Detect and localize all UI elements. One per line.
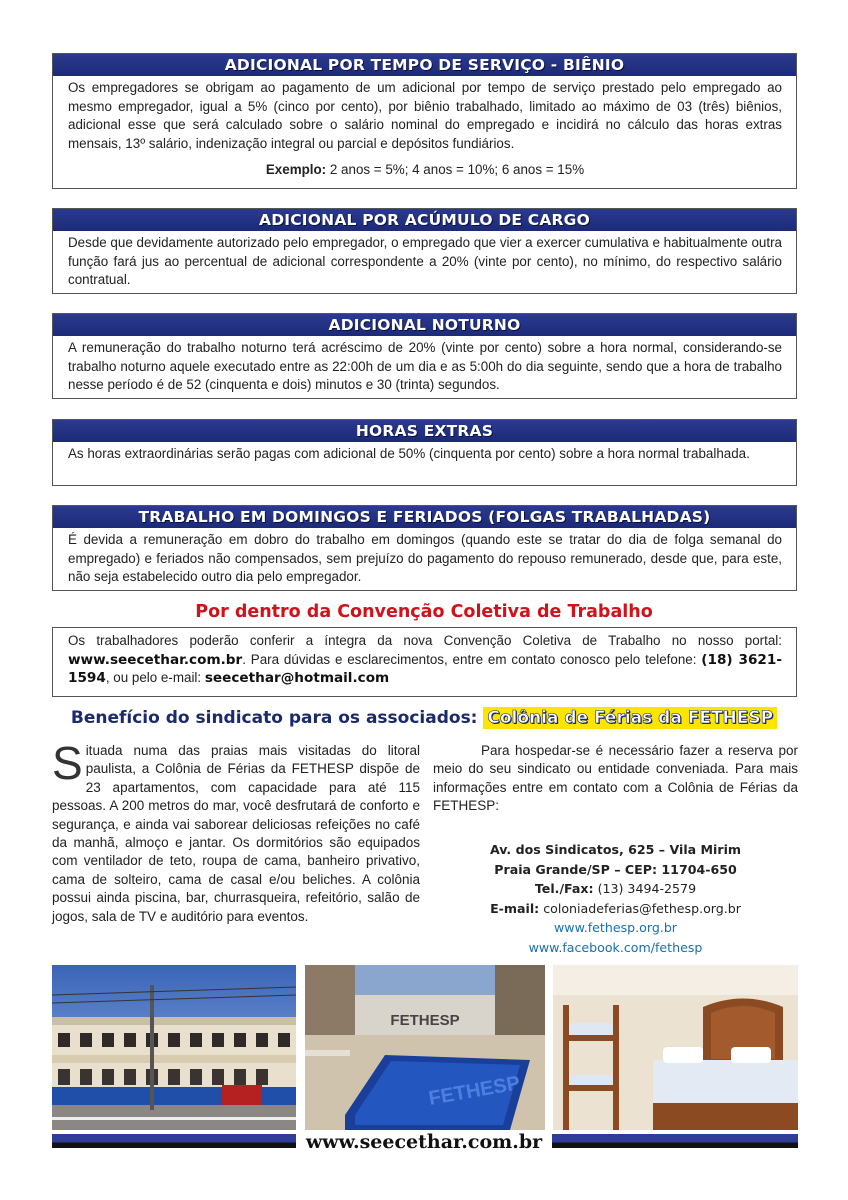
email-value[interactable]: coloniadeferias@fethesp.org.br — [539, 900, 741, 916]
beneficio-title: Benefício do sindicato para os associados: — [70, 708, 478, 728]
convencao-text — [68, 632, 782, 688]
tel-line — [433, 879, 798, 899]
footer-bar-right — [552, 1134, 798, 1148]
address-block — [433, 840, 798, 958]
section-domingos — [52, 505, 797, 591]
web-link[interactable]: www.fethesp.org.br — [554, 920, 677, 936]
example-label: Exemplo: — [265, 162, 327, 178]
footer-site[interactable]: www.seecethar.com.br — [305, 1131, 543, 1153]
photo-building — [52, 965, 296, 1130]
section-acumulo-text: Desde que devidamente autorizado pelo empregador, o empregado que vier a exercer cumulativa e habitualmente outra função fará jus ao percentual de adicional correspondente a 20% (vinte por cento), no mínimo, do respectivo salário contratual. — [68, 235, 782, 288]
section-noturno — [52, 313, 797, 399]
photo-pool — [305, 965, 545, 1130]
pool-sign-text: FETHESP — [390, 1012, 460, 1029]
pool-image — [305, 965, 545, 1130]
convencao-email-link[interactable]: seecethar@hotmail.com — [204, 670, 390, 687]
tel-value: (13) 3494-2579 — [593, 881, 697, 897]
photo-bedroom — [553, 965, 798, 1130]
beneficio-highlight: Colônia de Férias da FETHESP — [483, 707, 777, 729]
beneficio-left-column — [52, 737, 420, 926]
convencao-site-link[interactable]: www.seecethar.com.br — [68, 651, 243, 668]
example-text: 2 anos = 5%; 4 anos = 10%; 6 anos = 15% — [326, 162, 585, 178]
section-domingos-text: É devida a remuneração em dobro do trabalho em domingos (quando este se tratar do dia de folga semanal do empregado) e feriados não compensados, sem prejuízo do pagamento do repouso remunerado, desde que, para este, não seja estabelecido outro dia pelo empregador. — [68, 532, 782, 585]
footer-bar-left — [52, 1134, 296, 1148]
section-noturno-title: ADICIONAL NOTURNO — [53, 314, 796, 336]
bedroom-image — [553, 965, 798, 1130]
convencao-text2: . Para dúvidas e esclarecimentos, entre em contato conosco pelo telefone: — [242, 651, 702, 667]
section-extras — [52, 419, 797, 486]
address-line-1: Av. dos Sindicatos, 625 – Vila Mirim — [489, 842, 742, 857]
convencao-text1: Os trabalhadores poderão conferir a íntegra da nova Convenção Coletiva de Trabalho no nosso portal: — [68, 633, 782, 648]
section-convencao — [52, 627, 797, 697]
building-image — [52, 965, 296, 1130]
convencao-phone: (18) 3621-1594 — [68, 651, 782, 687]
section-acumulo — [52, 208, 797, 294]
facebook-link[interactable]: www.facebook.com/fethesp — [528, 939, 703, 955]
beneficio-left-text: ituada numa das praias mais visitadas do litoral paulista, a Colônia de Férias da FETHESP dispõe de 23 apartamentos, com capacidade para até 115 pessoas. A 200 metros do mar, você desfrutará de conforto e segurança, e ainda vai saborear deliciosas refeições no café da manhã, almoço e jantar. Os dormitórios são equipados com ventilador de teto, roupa de cama, banheiro privativo, cama de solteiro, cama de casal e/ou beliches. A colônia possui ainda piscina, bar, churrasqueira, refeitório, salão de jogos, sala de TV e auditório para eventos. — [52, 743, 420, 924]
beneficio-right-text: Para hospedar-se é necessário fazer a reserva por meio do seu sindicato ou entidade conveniada. Para mais informações entre em contato com a Colônia de Férias da FETHESP: — [433, 743, 798, 814]
pool-floor-text: FETHESP — [427, 1072, 522, 1110]
section-acumulo-title: ADICIONAL POR ACÚMULO DE CARGO — [53, 209, 796, 231]
address-line-2: Praia Grande/SP – CEP: 11704-650 — [494, 861, 737, 877]
section-noturno-text: A remuneração do trabalho noturno terá acréscimo de 20% (vinte por cento) sobre a hora normal, considerando-se trabalho noturno aquele executado entre as 22:00h de um dia e as 5:00h do dia seguinte, sendo que a hora de trabalho nesse período é de 52 (cinquenta e dois) minutos e 30 (trinta) segundos. — [68, 340, 782, 393]
section-bienio — [52, 53, 797, 189]
convencao-text3: , ou pelo e-mail: — [105, 670, 205, 686]
section-bienio-example — [68, 161, 782, 180]
beneficio-right-column — [433, 742, 798, 816]
beneficio-heading — [0, 708, 848, 728]
tel-label: Tel./Fax: — [534, 881, 594, 897]
email-line — [433, 899, 798, 919]
section-extras-title: HORAS EXTRAS — [53, 420, 796, 442]
convencao-title: Por dentro da Convenção Coletiva de Trabalho — [195, 602, 653, 622]
section-domingos-title: TRABALHO EM DOMINGOS E FERIADOS (FOLGAS TRABALHADAS) — [53, 506, 796, 528]
section-bienio-title: ADICIONAL POR TEMPO DE SERVIÇO - BIÊNIO — [53, 54, 796, 76]
section-extras-text: As horas extraordinárias serão pagas com adicional de 50% (cinquenta por cento) sobre a hora normal trabalhada. — [68, 446, 750, 461]
dropcap: S — [52, 737, 83, 789]
section-bienio-text: Os empregadores se obrigam ao pagamento de um adicional por tempo de serviço prestado pelo empregado ao mesmo empregador, igual a 5% (cinco por cento), por biênio trabalhado, limitado ao máximo de 03 (três) biênios, adicional esse que será calculado sobre o salário nominal do empregado e incidirá no cálculo das horas extras mensais, 13º salário, indenização integral ou parcial e depósitos fundiários. — [68, 80, 782, 151]
email-label: E-mail: — [490, 900, 540, 916]
